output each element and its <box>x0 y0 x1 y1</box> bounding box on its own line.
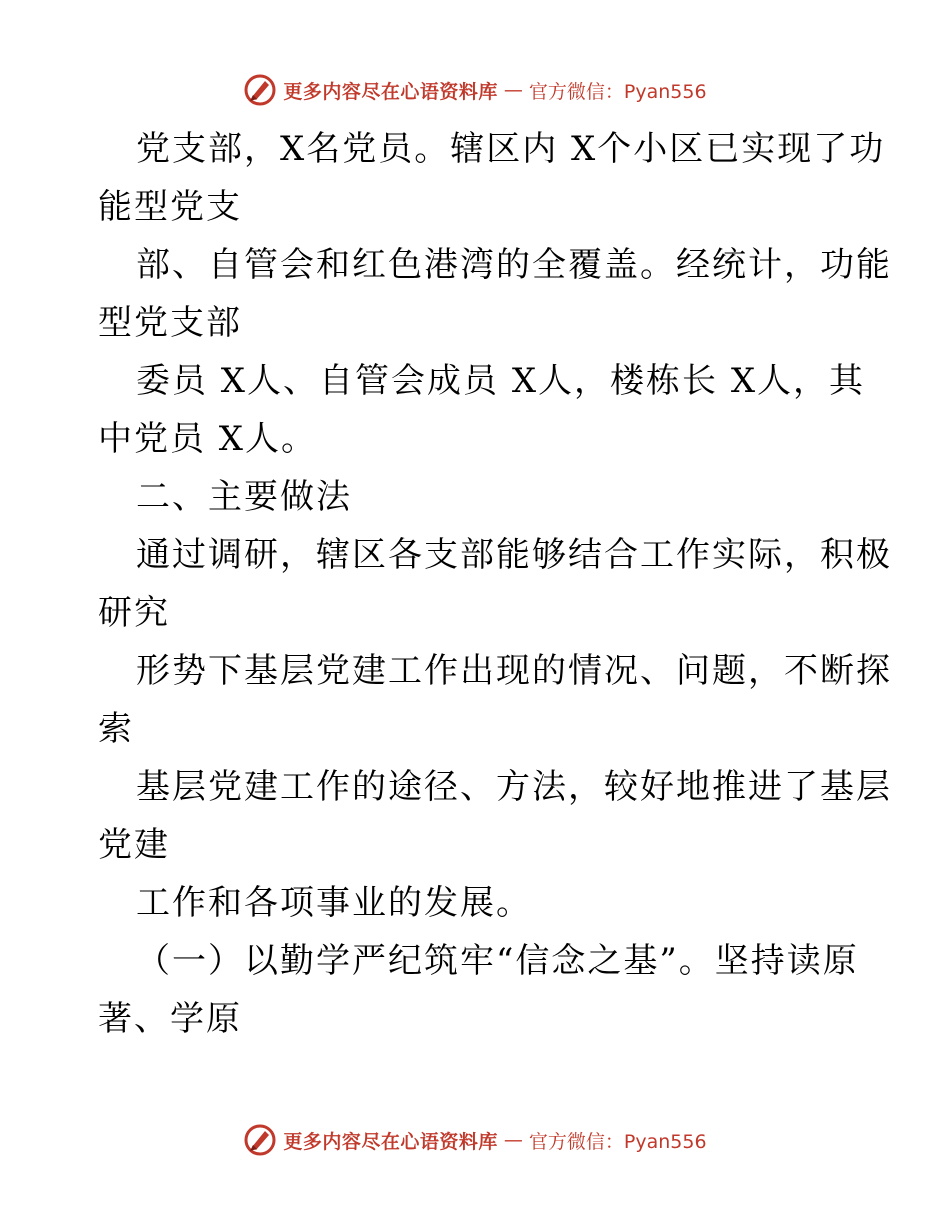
body-line: 中党员 X人。 <box>98 419 318 459</box>
banner-separator: — <box>503 1129 523 1151</box>
banner-separator: — <box>503 79 523 101</box>
body-line: 索 <box>98 709 134 749</box>
header-banner <box>0 70 950 110</box>
body-line: 著、学原 <box>98 999 242 1039</box>
body-line: 能型党支 <box>98 187 242 227</box>
body-line: 研究 <box>98 593 170 633</box>
body-line: 型党支部 <box>98 303 242 343</box>
body-line: 部、自管会和红色港湾的全覆盖。经统计，功能 <box>136 245 892 285</box>
banner-title: 更多内容尽在心语资料库 <box>283 1130 498 1153</box>
body-line: 工作和各项事业的发展。 <box>136 883 532 923</box>
section-heading: 二、主要做法 <box>136 477 352 517</box>
body-line: 党建 <box>98 825 170 865</box>
logo-icon <box>243 1123 277 1157</box>
footer-banner <box>0 1120 950 1160</box>
banner-wechat: 官方微信：Pyan556 <box>528 1130 707 1153</box>
body-line: 形势下基层党建工作出现的情况、问题，不断探 <box>136 651 892 691</box>
banner-title: 更多内容尽在心语资料库 <box>283 80 498 103</box>
body-line: 基层党建工作的途径、方法，较好地推进了基层 <box>136 767 892 807</box>
document-body <box>98 120 892 1048</box>
body-line: 党支部，X名党员。辖区内 X个小区已实现了功 <box>136 129 886 169</box>
logo-icon <box>243 73 277 107</box>
subsection-heading: （一）以勤学严纪筑牢“信念之基”。坚持读原 <box>136 941 859 981</box>
body-line: 通过调研，辖区各支部能够结合工作实际，积极 <box>136 535 892 575</box>
body-line: 委员 X人、自管会成员 X人，楼栋长 X人，其 <box>136 361 866 401</box>
banner-wechat: 官方微信：Pyan556 <box>528 80 707 103</box>
